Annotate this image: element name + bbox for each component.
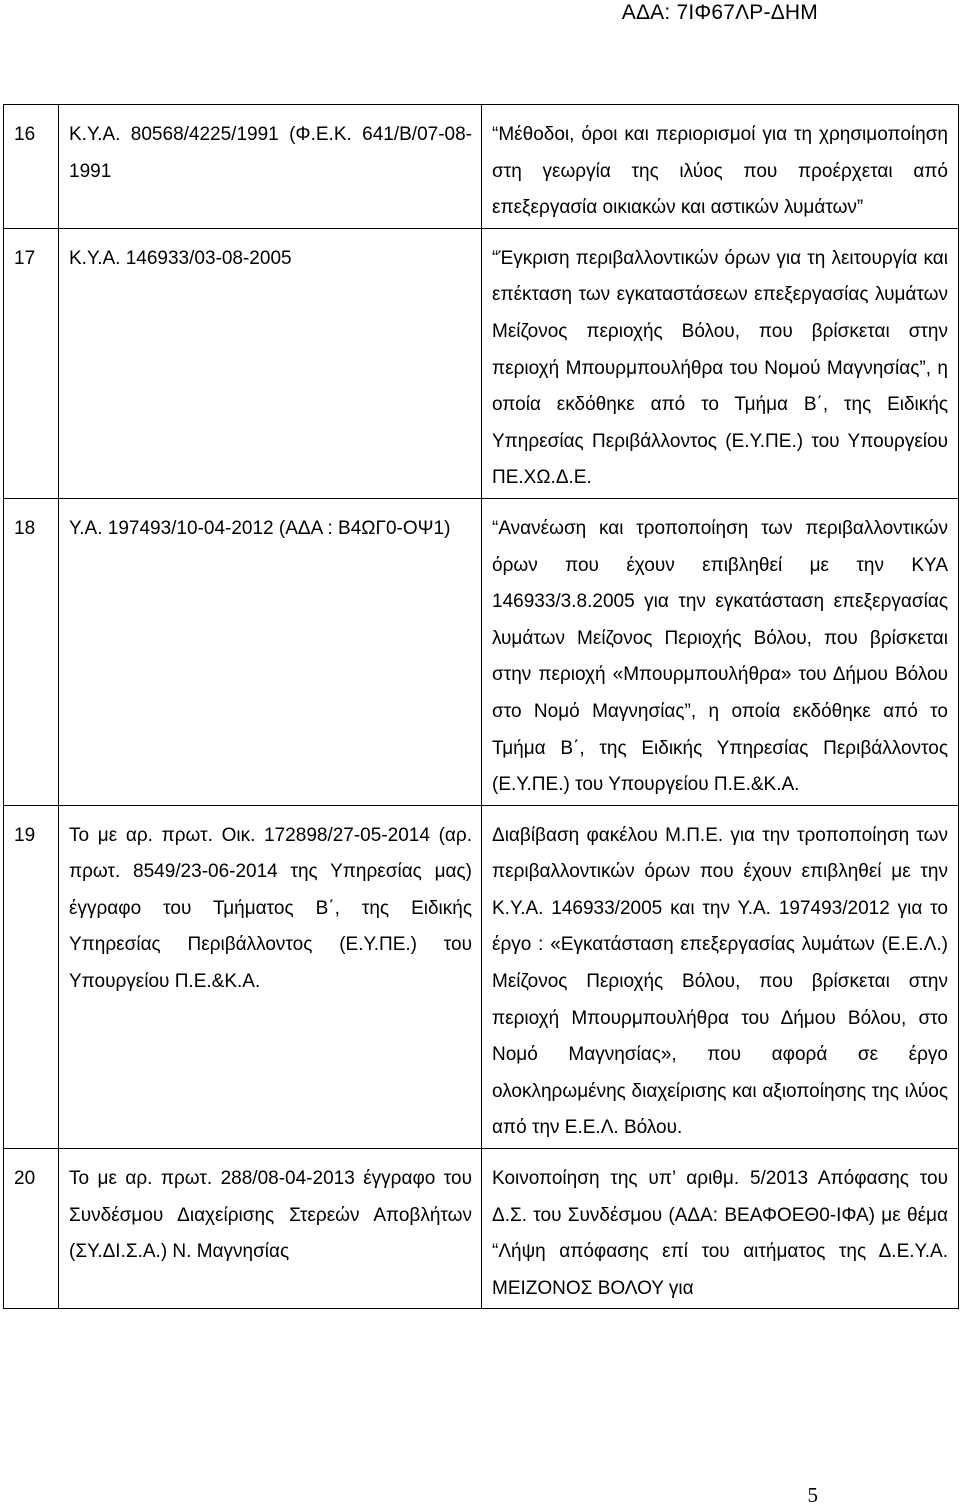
reference-text: Κ.Υ.Α. 146933/03-08-2005 bbox=[69, 247, 292, 269]
reference-text: Κ.Υ.Α. 80568/4225/1991 (Φ.Ε.Κ. 641/Β/07-08-1991 bbox=[69, 124, 472, 182]
row-number: 16 bbox=[14, 124, 36, 145]
description-cell bbox=[482, 498, 959, 805]
table-row bbox=[4, 498, 959, 805]
ada-header: ΑΔΑ: 7ΙΦ67ΛΡ-ΔΗΜ bbox=[621, 1, 818, 24]
reference-text: Το με αρ. πρωτ. Οικ. 172898/27-05-2014 (αρ. πρωτ. 8549/23-06-2014 της Υπηρεσίας μας) έγγραφο του Τμήματος Β΄, της Ειδικής Υπηρεσίας Περιβάλλοντος (Ε.Υ.ΠΕ.) του Υπουργείου Π.Ε.&Κ.Α. bbox=[69, 824, 472, 993]
row-number: 19 bbox=[14, 824, 36, 846]
description-text: “Μέθοδοι, όροι και περιορισμοί για τη χρησιμοποίηση στη γεωργία της ιλύος που προέρχεται από επεξεργασία οικιακών και αστικών λυμάτων” bbox=[492, 124, 948, 219]
row-number-cell bbox=[4, 105, 59, 229]
row-number: 18 bbox=[14, 517, 36, 539]
reference-cell bbox=[59, 805, 482, 1148]
page-number: 5 bbox=[807, 1483, 818, 1507]
table-row bbox=[4, 105, 959, 229]
table-row bbox=[4, 805, 959, 1148]
row-number-cell bbox=[4, 1149, 59, 1309]
row-number: 20 bbox=[14, 1168, 36, 1190]
description-text: “Ανανέωση και τροποποίηση των περιβαλλοντικών όρων που έχουν επιβληθεί με την ΚΥΑ 146933/3.8.2005 για την εγκατάσταση επεξεργασίας λυμάτων Μείζονος Περιοχής Βόλου, που βρίσκεται στην περιοχή «Μπουρμπουλήθρα» του Δήμου Βόλου στο Νομό Μαγνησίας”, η οποία εκδόθηκε από το Τμήμα Β΄, της Ειδικής Υπηρεσίας Περιβάλλοντος (Ε.Υ.ΠΕ.) του Υπουργείου Π.Ε.&Κ.Α. bbox=[492, 517, 948, 796]
table-row bbox=[4, 228, 959, 498]
reference-text: Το με αρ. πρωτ. 288/08-04-2013 έγγραφο του Συνδέσμου Διαχείρισης Στερεών Αποβλήτων (ΣΥ.ΔΙ.Σ.Α.) Ν. Μαγνησίας bbox=[69, 1168, 472, 1263]
description-text: “Έγκριση περιβαλλοντικών όρων για τη λειτουργία και επέκταση των εγκαταστάσεων επεξεργασίας λυμάτων Μείζονος περιοχής Βόλου, που βρίσκεται στην περιοχή Μπουρμπουλήθρα του Νομού Μαγνησίας”, η οποία εκδόθηκε από το Τμήμα Β΄, της Ειδικής Υπηρεσίας Περιβάλλοντος (Ε.Υ.ΠΕ.) του Υπουργείου ΠΕ.ΧΩ.Δ.Ε. bbox=[492, 247, 948, 489]
table-row bbox=[4, 1149, 959, 1309]
description-text: Κοινοποίηση της υπ’ αριθμ. 5/2013 Απόφασης του Δ.Σ. του Συνδέσμου (ΑΔΑ: ΒΕΑΦΟΕΘ0-ΙΦΑ) με θέμα “Λήψη απόφασης επί του αιτήματος της Δ.Ε.Υ.Α. ΜΕΙΖΟΝΟΣ ΒΟΛΟΥ για bbox=[492, 1168, 948, 1299]
description-cell bbox=[482, 1149, 959, 1309]
description-cell bbox=[482, 805, 959, 1148]
row-number-cell bbox=[4, 498, 59, 805]
description-text: Διαβίβαση φακέλου Μ.Π.Ε. για την τροποποίηση των περιβαλλοντικών όρων που έχουν επιβληθεί με την Κ.Υ.Α. 146933/2005 και την Υ.Α. 197493/2012 για το έργο : «Εγκατάσταση επεξεργασίας λυμάτων (Ε.Ε.Λ.) Μείζονος Περιοχής Βόλου, που βρίσκεται στην περιοχή Μπουρμπουλήθρα του Δήμου Βόλου, στο Νομό Μαγνησίας», που αφορά σε έργο ολοκληρωμένης διαχείρισης και αξιοποίησης της ιλύος από την Ε.Ε.Λ. Βόλου. bbox=[492, 824, 948, 1139]
reference-cell bbox=[59, 1149, 482, 1309]
description-cell bbox=[482, 228, 959, 498]
row-number-cell bbox=[4, 228, 59, 498]
reference-cell bbox=[59, 228, 482, 498]
reference-cell bbox=[59, 105, 482, 229]
reference-cell bbox=[59, 498, 482, 805]
reference-text: Υ.Α. 197493/10-04-2012 (ΑΔΑ : Β4ΩΓ0-ΟΨ1) bbox=[69, 517, 451, 539]
legislation-table bbox=[3, 104, 959, 1309]
description-cell bbox=[482, 105, 959, 229]
row-number-cell bbox=[4, 805, 59, 1148]
row-number: 17 bbox=[14, 247, 36, 269]
